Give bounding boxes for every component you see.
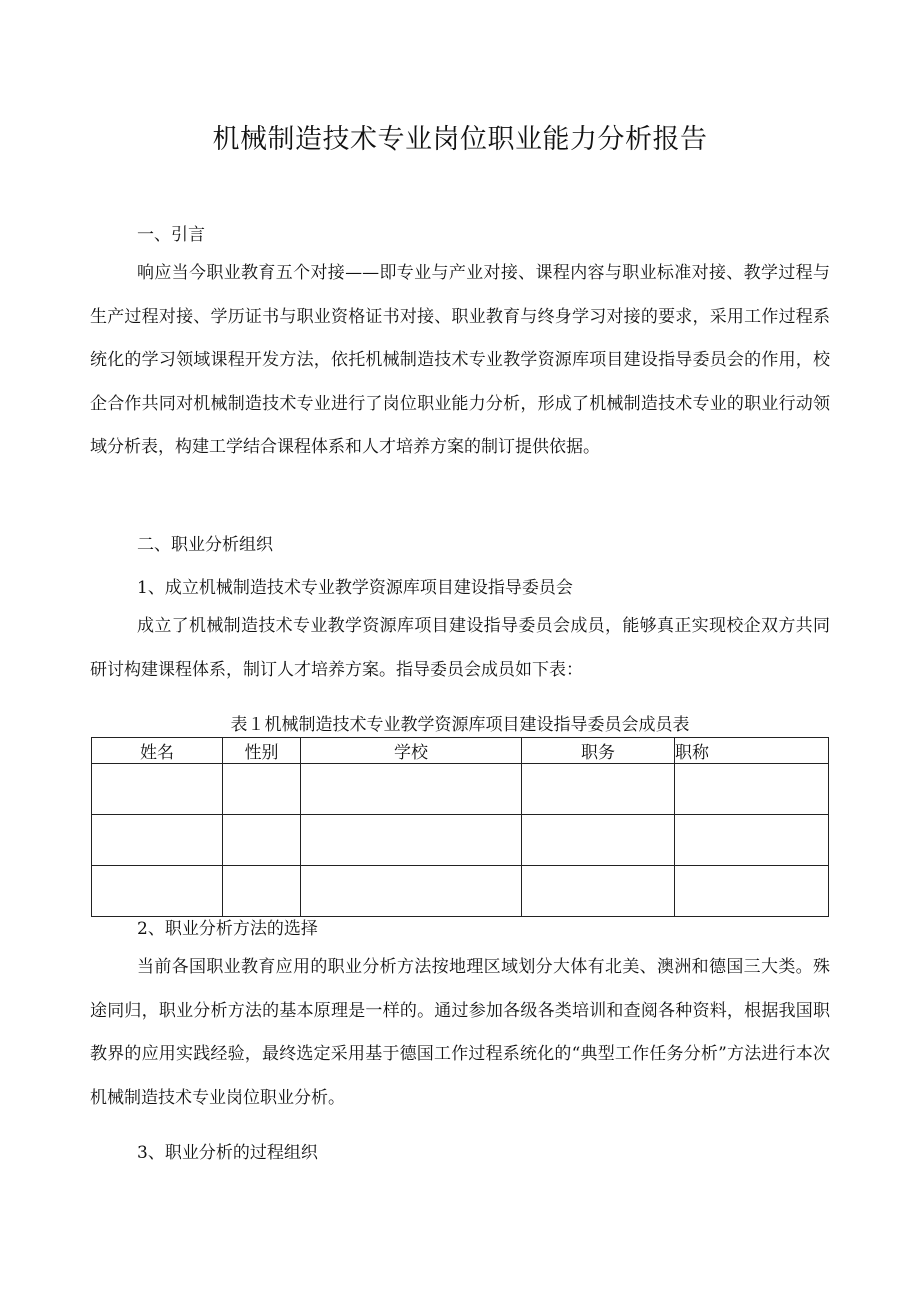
table-cell <box>301 764 522 815</box>
method-paragraph: 当前各国职业教育应用的职业分析方法按地理区域划分大体有北美、澳洲和德国三大类。殊途同归，职业分析方法的基本原理是一样的。通过参加各级各类培训和查阅各种资料，根据我国职教界的应用实践经验，最终选定采用基于德国工作过程系统化的“典型工作任务分析”方法进行本次机械制造技术专业岗位职业分析。 <box>90 957 830 1108</box>
table-cell <box>223 764 301 815</box>
section-heading-organization: 二、职业分析组织 <box>137 535 273 555</box>
table-cell <box>92 866 223 917</box>
section-heading-intro: 一、引言 <box>137 225 205 245</box>
header-school: 学校 <box>301 738 522 764</box>
table-cell <box>223 866 301 917</box>
table-row <box>92 815 829 866</box>
table-cell <box>301 815 522 866</box>
committee-paragraph: 成立了机械制造技术专业教学资源库项目建设指导委员会成员，能够真正实现校企双方共同研讨构建课程体系，制订人才培养方案。指导委员会成员如下表： <box>90 616 830 680</box>
header-title: 职称 <box>675 738 829 764</box>
subsection-heading-committee: 1、成立机械制造技术专业教学资源库项目建设指导委员会 <box>137 578 573 598</box>
table-caption: 表１机械制造技术专业教学资源库项目建设指导委员会成员表 <box>230 715 690 735</box>
table-cell <box>522 764 675 815</box>
table-cell <box>301 866 522 917</box>
table-header-row <box>92 738 829 764</box>
table-cell <box>522 815 675 866</box>
table-cell <box>675 866 829 917</box>
table-cell <box>522 866 675 917</box>
table-cell <box>675 764 829 815</box>
header-position: 职务 <box>522 738 675 764</box>
table-row <box>92 866 829 917</box>
page-title: 机械制造技术专业岗位职业能力分析报告 <box>212 124 708 155</box>
subsection-heading-method: 2、职业分析方法的选择 <box>137 919 318 939</box>
committee-members-table <box>91 737 829 917</box>
table-cell <box>675 815 829 866</box>
intro-paragraph: 响应当今职业教育五个对接——即专业与产业对接、课程内容与职业标准对接、教学过程与生产过程对接、学历证书与职业资格证书对接、职业教育与终身学习对接的要求，采用工作过程系统化的学习领域课程开发方法，依托机械制造技术专业教学资源库项目建设指导委员会的作用，校企合作共同对机械制造技术专业进行了岗位职业能力分析，形成了机械制造技术专业的职业行动领域分析表，构建工学结合课程体系和人才培养方案的制订提供依据。 <box>90 263 830 458</box>
table-cell <box>92 764 223 815</box>
header-name: 姓名 <box>92 738 223 764</box>
table-cell <box>223 815 301 866</box>
subsection-heading-process: 3、职业分析的过程组织 <box>137 1143 318 1163</box>
header-gender: 性别 <box>223 738 301 764</box>
table-cell <box>92 815 223 866</box>
table-row <box>92 764 829 815</box>
